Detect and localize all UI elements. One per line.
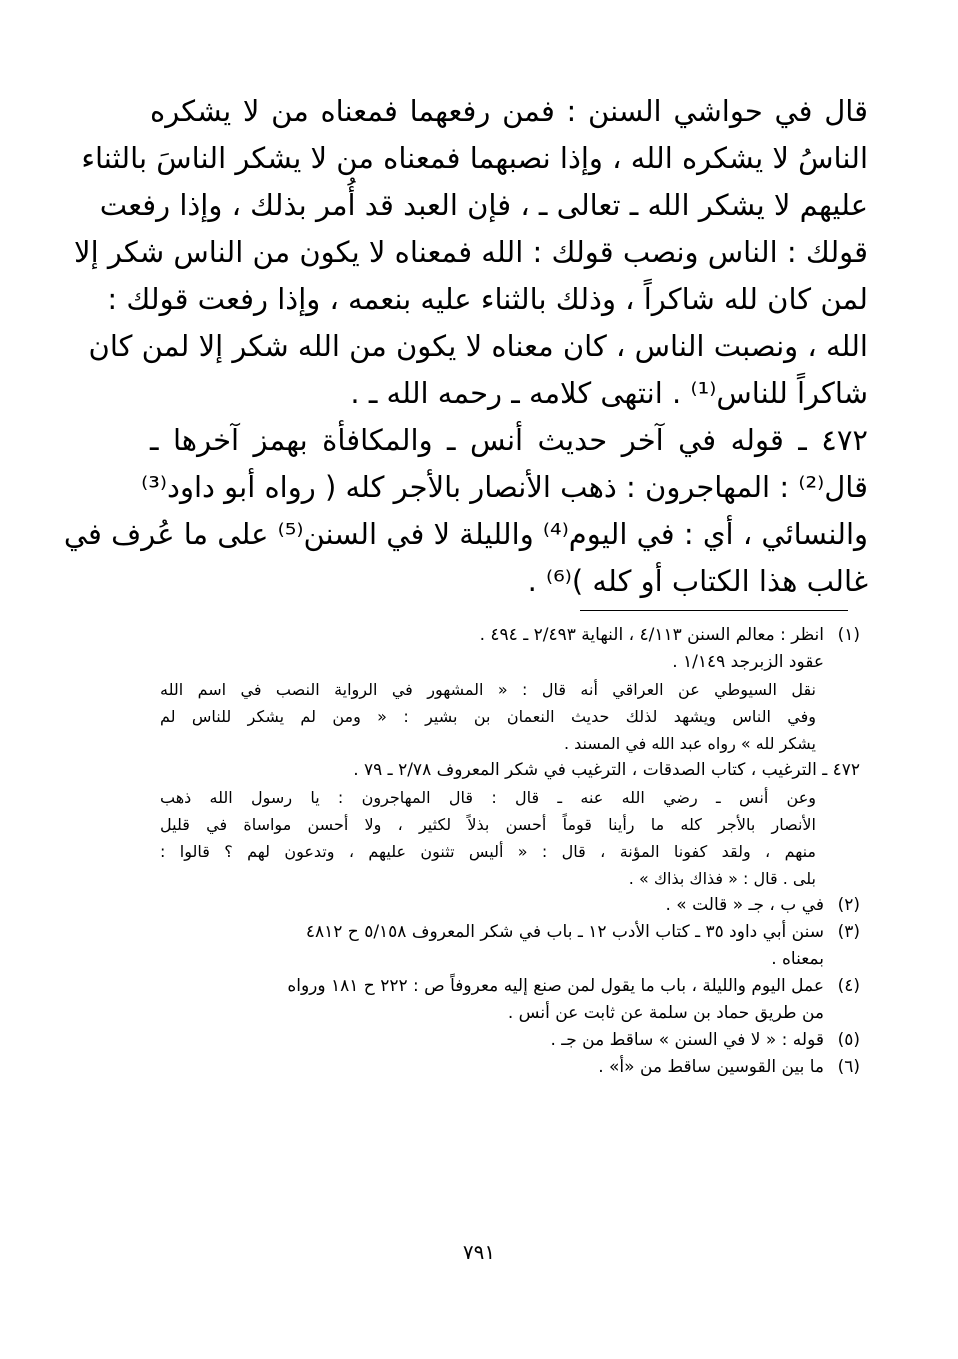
footnote-number: (٢): [837, 895, 860, 915]
footnote-number: (٥): [837, 1030, 860, 1050]
main-text: [63, 88, 868, 605]
footnote-472-quote: بلى . قال : « فذاك بذاك » .: [628, 869, 816, 888]
footnote-3-line: بمعناه .: [771, 949, 824, 969]
footnote-1-quote: نقل السيوطي عن العراقي أنه قال : « المشهور في الرواية النصب في اسم الله: [160, 680, 816, 699]
footnote-472-quote: وعن أنس ـ رضي الله عنه ـ قال : قال المهاجرون : يا رسول الله ذهب: [160, 788, 816, 807]
main-line: قولك : الناس ونصب قولك : الله فمعناه لا يكون من الناس شكر إلا: [74, 235, 868, 269]
footnote-text: قوله : « لا في السنن » ساقط من جـ .: [550, 1030, 824, 1050]
footnote-text: انظر : معالم السنن ٤/١١٣ ، النهاية ٢/٤٩٣ ـ ٤٩٤ .: [479, 625, 824, 645]
footnotes: [160, 622, 860, 1081]
footnote-1-line: عقود الزبرجد ١/١٤٩ .: [672, 652, 824, 672]
footnote-5: [160, 1027, 860, 1054]
main-line: غالب هذا الكتاب أو كله )⁽⁶⁾ .: [527, 564, 868, 598]
footnote-1-quote: يشكر لله » رواه عبد الله في المسند .: [563, 734, 816, 753]
footnote-4: [160, 973, 860, 1000]
footnote-1-quote: وفي الناس ويشهد لذلك حديث النعمان بن بشير : « ومن لم يشكر للناس لم: [160, 707, 816, 726]
main-line: الله ، ونصبت الناس ، كان معناه لا يكون من الله شكر إلا لمن كان: [88, 329, 868, 363]
footnote-text: عمل اليوم والليلة ، باب ما يقول لمن صنع إليه معروفاً ص : ٢٢٢ ح ١٨١ ورواه: [287, 976, 824, 996]
footnote-number: (٣): [837, 922, 860, 942]
footnote-6: [160, 1054, 860, 1081]
footnote-2: [160, 892, 860, 919]
main-line: عليهم لا يشكر الله ـ تعالى ـ ، فإن العبد قد أُمر بذلك ، وإذا رفعت: [99, 188, 868, 222]
footnote-3: [160, 919, 860, 946]
footnote-1: [160, 622, 860, 649]
footnote-text: في ب ، جـ « قالت » .: [665, 895, 824, 915]
main-line: قال في حواشي السنن : فمن رفعهما فمعناه من لا يشكره: [150, 94, 868, 128]
footnote-472-quote: منهم ، ولقد كفونا المؤنة ، قال : « أليس تثنون عليهم ، وتدعون لهم ؟ قالوا :: [160, 842, 816, 861]
footnote-number: (٦): [837, 1057, 860, 1077]
footnote-text: ما بين القوسين ساقط من «أ» .: [598, 1057, 824, 1077]
footnote-number: (٤): [837, 976, 860, 996]
main-line: الناسُ لا يشكره الله ، وإذا نصبهما فمعناه من لا يشكر الناسَ بالثناء: [81, 141, 868, 175]
main-line: لمن كان لله شاكراً ، وذلك بالثناء عليه بنعمه ، وإذا رفعت قولك :: [107, 282, 868, 316]
page-number: ٧٩١: [462, 1240, 496, 1264]
main-line: والنسائي ، أي : في اليوم⁽⁴⁾ والليلة لا في السنن⁽⁵⁾ على ما عُرف في: [63, 517, 868, 551]
main-line: قال⁽²⁾ : المهاجرون : ذهب الأنصار بالأجر كله ( رواه أبو داود⁽³⁾: [141, 470, 868, 504]
footnote-4-line: من طريق حماد بن سلمة عن ثابت عن أنس .: [507, 1003, 824, 1023]
footnote-number: (١): [837, 625, 860, 645]
footnote-text: سنن أبي داود ٣٥ ـ كتاب الأدب ١٢ ـ باب في شكر المعروف ٥/١٥٨ ح ٤٨١٢: [305, 922, 824, 942]
footnote-472-quote: الأنصار بالأجر كله ما رأينا قوماً أحسن بذلاً لكثير ، ولا أحسن مواساة في قليل: [160, 815, 816, 834]
main-line: شاكراً للناس⁽¹⁾ . انتهى كلامه ـ رحمه الله ـ .: [350, 376, 868, 410]
main-line: ٤٧٢ ـ قوله في آخر حديث أنس ـ والمكافأة بهمز آخرها ـ: [150, 423, 868, 457]
footnote-separator: [580, 610, 848, 611]
footnote-472: ٤٧٢ ـ الترغيب ، كتاب الصدقات ، الترغيب في شكر المعروف ٢/٧٨ ـ ٧٩ .: [353, 760, 860, 780]
